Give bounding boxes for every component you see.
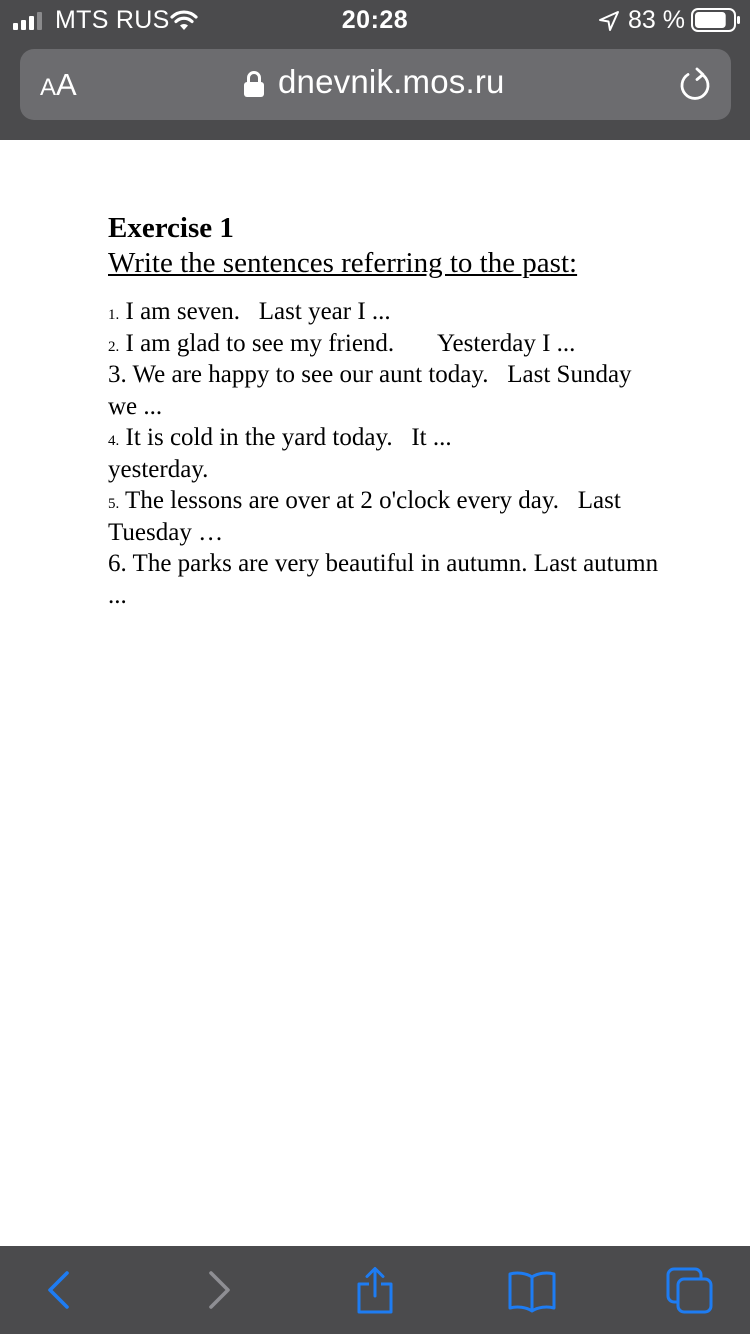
browser-toolbar	[0, 1246, 750, 1334]
text-size-big-label: A	[56, 67, 77, 102]
bookmarks-button[interactable]	[507, 1266, 557, 1316]
sentence-number: 5.	[108, 496, 120, 512]
text-size-button[interactable]	[40, 67, 77, 103]
sentence-line	[108, 548, 708, 580]
back-button[interactable]	[34, 1266, 84, 1316]
sentence-number: 1.	[108, 307, 120, 323]
reload-icon[interactable]	[676, 66, 714, 104]
url-text[interactable]: dnevnik.mos.ru	[278, 63, 505, 100]
sentence-list	[108, 296, 708, 611]
battery-icon	[691, 8, 741, 32]
tabs-button[interactable]	[665, 1266, 715, 1316]
sentence-number: 4.	[108, 433, 120, 449]
sentence-text: The lessons are over at 2 o'clock every day. Last	[119, 487, 621, 514]
sentence-line	[108, 328, 708, 360]
status-time: 20:28	[341, 6, 409, 34]
text-size-small-label: A	[40, 74, 57, 101]
sentence-line	[108, 517, 708, 549]
sentence-text: I am seven. Last year I ...	[119, 298, 391, 325]
status-bar	[0, 0, 750, 40]
address-bar[interactable]	[20, 49, 731, 120]
sentence-text: I am glad to see my friend. Yesterday I ...	[119, 329, 576, 357]
sentence-text: 3. We are happy to see our aunt today. Last Sunday	[108, 361, 632, 388]
sentence-text: yesterday.	[108, 455, 209, 483]
sentence-line	[108, 485, 708, 517]
lock-icon	[243, 70, 265, 98]
sentence-line	[108, 391, 708, 423]
sentence-text: ...	[108, 581, 127, 609]
sentence-line	[108, 296, 708, 328]
sentence-text: Tuesday …	[108, 518, 224, 546]
share-icon	[350, 1266, 400, 1316]
battery-percent: 83 %	[628, 6, 685, 34]
browser-top-chrome	[0, 0, 750, 140]
forward-button[interactable]	[194, 1266, 244, 1316]
forward-icon	[194, 1266, 244, 1316]
sentence-text: It is cold in the yard today. It ...	[119, 424, 452, 451]
sentence-line	[108, 454, 708, 486]
sentence-text: 6. The parks are very beautiful in autumn. Last autumn	[108, 550, 659, 577]
sentence-line	[108, 580, 708, 612]
sentence-line	[108, 359, 708, 391]
location-icon	[598, 10, 620, 32]
sentence-number: 2.	[108, 338, 120, 355]
tabs-icon	[665, 1266, 715, 1316]
sentence-text: we ...	[108, 392, 163, 420]
exercise-title: Exercise 1	[108, 212, 234, 244]
sentence-line	[108, 422, 708, 454]
page-content[interactable]	[0, 140, 750, 1246]
bookmarks-icon	[507, 1266, 557, 1316]
share-button[interactable]	[350, 1266, 400, 1316]
back-icon	[34, 1266, 84, 1316]
carrier-name: MTS RUS	[55, 6, 170, 34]
exercise-subtitle: Write the sentences referring to the past:	[108, 247, 578, 279]
